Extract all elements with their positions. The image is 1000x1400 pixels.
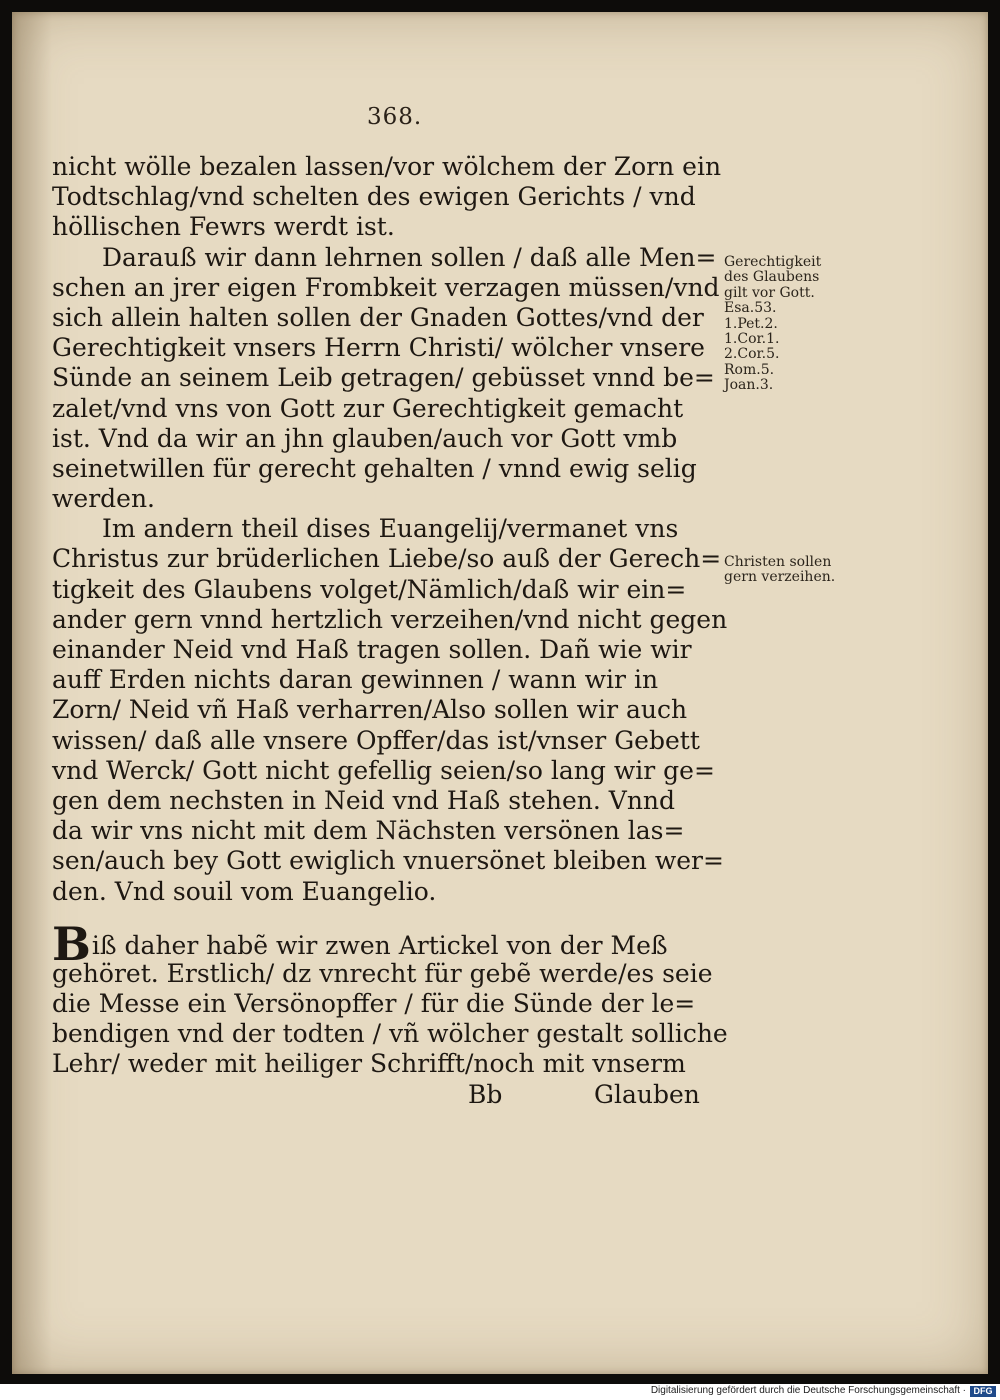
text-line-rest: iß daher habẽ wir zwen Artickel von der Meß [91, 930, 668, 960]
paragraph-gap [52, 907, 728, 929]
page-edge-stain [12, 12, 52, 1374]
text-line: ander gern vnnd hertzlich verzeihen/vnd nicht gegen [52, 604, 728, 634]
text-line: da wir vns nicht mit dem Nächsten versönen las= [52, 816, 685, 846]
catchword: Glauben [594, 1079, 700, 1109]
margin-note-line: Christen sollen [724, 554, 832, 570]
margin-note-line: gilt vor Gott. [724, 284, 815, 301]
margin-note-line: gern verzeihen. [724, 569, 836, 586]
text-line: Darauß wir dann lehrnen sollen / daß alle Men= [102, 242, 717, 272]
text-line: werden. [52, 484, 155, 514]
signature-row [52, 1080, 728, 1114]
text-line: schen an jrer eigen Frombkeit verzagen müssen/vnd [52, 272, 720, 302]
text-line: sich allein halten sollen der Gnaden Gottes/vnd der [52, 302, 704, 332]
text-line: sen/auch bey Gott ewiglich vnuersönet bleiben wer= [52, 846, 724, 876]
funding-credit: Digitalisierung gefördert durch die Deutsche Forschungsgemeinschaft · [650, 1385, 966, 1396]
text-line: seinetwillen für gerecht gehalten / vnnd ewig selig [52, 453, 697, 483]
text-line-with-dropcap [52, 916, 728, 971]
text-line: Todtschlag/vnd schelten des ewigen Gerichts / vnd [52, 182, 696, 212]
margin-note-justification [724, 255, 874, 394]
margin-note-line: Joan.3. [724, 377, 774, 394]
margin-note-line: 2.Cor.5. [724, 346, 780, 363]
dfg-logo-icon: DFG [970, 1386, 996, 1397]
text-line: Gerechtigkeit vnsers Herrn Christi/ wölcher vnsere [52, 333, 705, 363]
text-line: auff Erden nichts daran gewinnen / wann wir in [52, 665, 659, 695]
text-line: wissen/ daß alle vnsere Opffer/das ist/vnser Gebett [52, 725, 700, 755]
page-number: 368. [367, 104, 423, 130]
text-line: Lehr/ weder mit heiliger Schrifft/noch mit vnserm [52, 1049, 686, 1079]
text-line: nicht wölle bezalen lassen/vor wölchem der Zorn ein [52, 152, 722, 181]
text-line: Christus zur brüderlichen Liebe/so auß der Gerech= [52, 544, 722, 574]
margin-note-line: 1.Cor.1. [724, 331, 780, 348]
text-line: zalet/vnd vns von Gott zur Gerechtigkeit gemacht [52, 393, 684, 423]
text-line: die Messe ein Versönopffer / für die Sünde der le= [52, 989, 696, 1019]
margin-note-line: Rom.5. [724, 361, 775, 378]
signature-mark: Bb [468, 1079, 503, 1109]
margin-note-line: Esa.53. [724, 300, 777, 317]
text-line: einander Neid vnd Haß tragen sollen. Dañ wie wir [52, 635, 692, 664]
margin-note-line: Gerechtigkeit [724, 254, 822, 270]
main-text-block [52, 152, 728, 1114]
margin-notes [724, 254, 874, 586]
margin-note-line: des Glaubens [724, 269, 820, 286]
text-line: höllischen Fewrs werdt ist. [52, 212, 395, 242]
text-line: gehöret. Erstlich/ dz vnrecht für gebẽ werde/es seie [52, 958, 713, 988]
text-line: tigkeit des Glaubens volget/Nämlich/daß wir ein= [52, 574, 687, 604]
text-line: Zorn/ Neid vñ Haß verharren/Also sollen wir auch [52, 695, 688, 725]
margin-note-line: 1.Pet.2. [724, 315, 778, 332]
margin-note-forgiveness [724, 555, 835, 586]
text-line: ist. Vnd da wir an jhn glauben/auch vor Gott vmb [52, 423, 678, 453]
text-line: den. Vnd souil vom Euangelio. [52, 876, 437, 906]
text-line: bendigen vnd der todten / vñ wölcher gestalt solliche [52, 1019, 728, 1049]
text-line: vnd Werck/ Gott nicht gefellig seien/so lang wir ge= [52, 755, 715, 785]
book-page [12, 12, 988, 1374]
text-line: gen dem nechsten in Neid vnd Haß stehen. Vnnd [52, 785, 676, 815]
drop-cap: B [52, 916, 91, 971]
text-line: Sünde an seinem Leib getragen/ gebüsset vnnd be= [52, 363, 715, 393]
text-line: Im andern theil dises Euangelij/vermanet vns [102, 514, 679, 544]
